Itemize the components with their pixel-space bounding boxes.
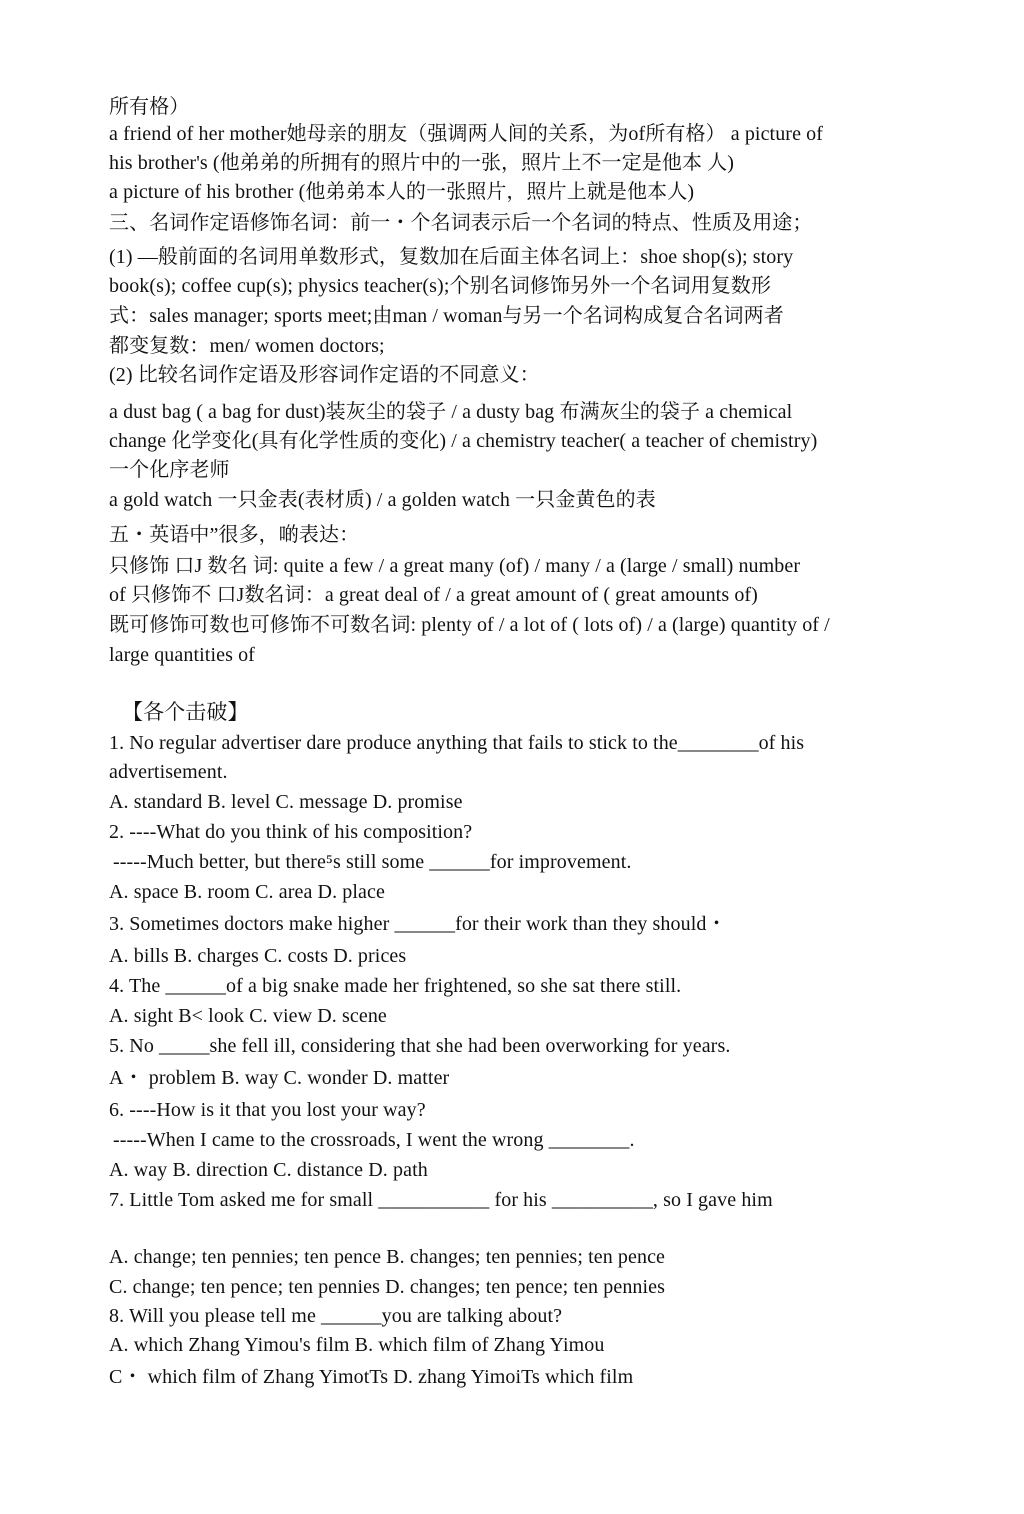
text-line: of 只修饰不 口J数名词：a great deal of / a great amount of ( great amounts of) [109, 584, 758, 606]
question-line: advertisement. [109, 761, 228, 783]
text-line: 一个化序老师 [109, 459, 230, 481]
options-line: A・ problem B. way C. wonder D. matter [109, 1067, 450, 1089]
text-line: change 化学变化(具有化学性质的变化) / a chemistry teacher( a teacher of chemistry) [109, 430, 818, 452]
options-line: A. sight B< look C. view D. scene [109, 1005, 387, 1027]
options-line: A. way B. direction C. distance D. path [109, 1159, 428, 1181]
question-line: 1. No regular advertiser dare produce anything that fails to stick to the________of his [109, 732, 805, 754]
options-line: A. standard B. level C. message D. promise [109, 791, 463, 813]
question-line: 6. ----How is it that you lost your way? [109, 1099, 426, 1121]
options-line: A. which Zhang Yimou's film B. which film of Zhang Yimou [109, 1334, 605, 1356]
text-line: book(s); coffee cup(s); physics teacher(s);个别名词修饰另外一个名词用复数形 [109, 275, 772, 297]
question-line: -----When I came to the crossroads, I went the wrong ________. [113, 1129, 635, 1151]
options-line: C. change; ten pence; ten pennies D. changes; ten pence; ten pennies [109, 1276, 666, 1298]
options-line: A. bills B. charges C. costs D. prices [109, 945, 407, 967]
section-heading: 三、名词作定语修饰名词：前一・个名词表示后一个名词的特点、性质及用途； [109, 212, 813, 234]
text-line: a picture of his brother (他弟弟本人的一张照片，照片上就是他本人) [109, 181, 695, 203]
text-line: large quantities of [109, 644, 255, 666]
text-line: a dust bag ( a bag for dust)装灰尘的袋子 / a dusty bag 布满灰尘的袋子 a chemical [109, 401, 793, 423]
text-line: (1) —般前面的名词用单数形式，复数加在后面主体名词上：shoe shop(s); story [109, 246, 794, 268]
text-line: 只修饰 口J 数名 词: quite a few / a great many (of) / many / a (large / small) number [109, 555, 801, 577]
text-line: 式：sales manager; sports meet;由man / woman与另一个名词构成复合名词两者 [109, 305, 784, 327]
exercise-heading: 【各个击破】 [122, 700, 249, 724]
question-line: 4. The ______of a big snake made her frightened, so she sat there still. [109, 975, 682, 997]
question-line: 2. ----What do you think of his composition? [109, 821, 473, 843]
options-line: C・ which film of Zhang YimotTs D. zhang YimoiTs which film [109, 1366, 634, 1388]
text-line: a friend of her mother她母亲的朋友（强调两人间的关系，为of所有格） a picture of [109, 123, 824, 145]
text-line: his brother's (他弟弟的所拥有的照片中的一张，照片上不一定是他本 人) [109, 152, 734, 174]
question-line: 3. Sometimes doctors make higher ______for their work than they should・ [109, 913, 727, 935]
text-line: (2) 比较名词作定语及形容词作定语的不同意义： [109, 364, 540, 386]
text-line: 都变复数：men/ women doctors; [109, 335, 385, 357]
options-line: A. space B. room C. area D. place [109, 881, 385, 903]
question-line: 7. Little Tom asked me for small ___________ for his __________, so I gave him [109, 1189, 773, 1211]
question-line: 5. No _____she fell ill, considering that she had been overworking for years. [109, 1035, 731, 1057]
question-line: -----Much better, but there⁵s still some ______for improvement. [113, 851, 632, 873]
options-line: A. change; ten pennies; ten pence B. changes; ten pennies; ten pence [109, 1246, 666, 1268]
text-line: 既可修饰可数也可修饰不可数名词: plenty of / a lot of ( lots of) / a (large) quantity of / [109, 614, 830, 636]
text-line: 所有格） [109, 96, 190, 118]
question-line: 8. Will you please tell me ______you are talking about? [109, 1305, 563, 1327]
text-line: a gold watch 一只金表(表材质) / a golden watch 一只金黄色的表 [109, 489, 656, 511]
section-heading: 五・英语中”很多，啲表达： [109, 524, 360, 546]
